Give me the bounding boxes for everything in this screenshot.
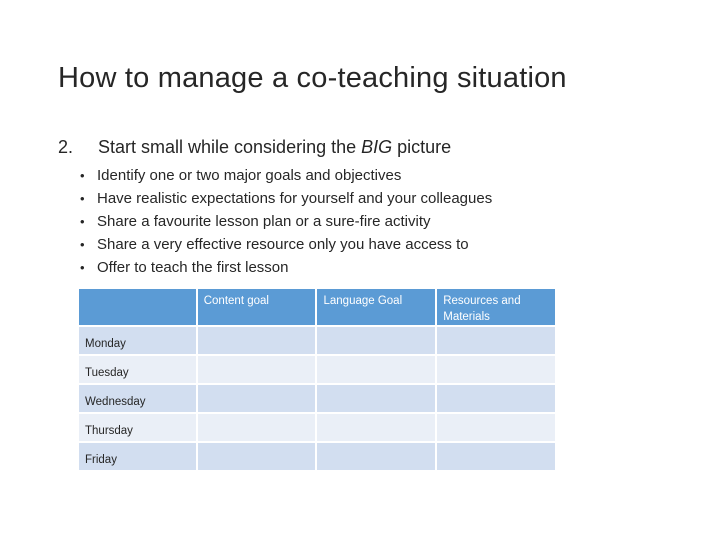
weekly-planner-table bbox=[77, 287, 557, 472]
point-text-after: picture bbox=[392, 137, 452, 157]
bullet-item bbox=[80, 164, 492, 187]
header-corner-cell bbox=[79, 289, 196, 325]
bullet-text: Share a favourite lesson plan or a sure-fire activity bbox=[97, 213, 431, 230]
table-row bbox=[79, 356, 555, 383]
bullet-text: Share a very effective resource only you have access to bbox=[97, 236, 469, 253]
table-row bbox=[79, 414, 555, 441]
bullet-item bbox=[80, 187, 492, 210]
table-cell[interactable] bbox=[437, 327, 555, 354]
table-row bbox=[79, 443, 555, 470]
header-content-goal: Content goal bbox=[198, 289, 316, 325]
point-heading bbox=[58, 137, 451, 158]
table-cell[interactable] bbox=[198, 414, 316, 441]
bullet-dot-icon: • bbox=[80, 214, 85, 229]
bullet-dot-icon: • bbox=[80, 191, 85, 206]
bullet-list bbox=[80, 164, 492, 279]
table-header-row bbox=[79, 289, 555, 325]
table-cell[interactable] bbox=[198, 327, 316, 354]
point-number: 2. bbox=[58, 137, 74, 157]
bullet-text: Have realistic expectations for yourself and your colleagues bbox=[97, 190, 493, 207]
point-text-before: Start small while considering the bbox=[98, 137, 362, 157]
point-text-emphasis: BIG bbox=[361, 137, 393, 157]
table-cell[interactable] bbox=[317, 385, 435, 412]
day-label-thursday: Thursday bbox=[79, 414, 196, 441]
bullet-item bbox=[80, 233, 492, 256]
table-cell[interactable] bbox=[317, 414, 435, 441]
bullet-item bbox=[80, 210, 492, 233]
table-cell[interactable] bbox=[198, 443, 316, 470]
table-cell[interactable] bbox=[198, 356, 316, 383]
header-language-goal: Language Goal bbox=[317, 289, 435, 325]
day-label-monday: Monday bbox=[79, 327, 196, 354]
day-label-friday: Friday bbox=[79, 443, 196, 470]
day-label-wednesday: Wednesday bbox=[79, 385, 196, 412]
table-cell[interactable] bbox=[317, 327, 435, 354]
table-row bbox=[79, 385, 555, 412]
table-cell[interactable] bbox=[317, 356, 435, 383]
table-cell[interactable] bbox=[437, 356, 555, 383]
table-cell[interactable] bbox=[437, 385, 555, 412]
header-resources-materials: Resources and Materials bbox=[437, 289, 555, 325]
table-cell[interactable] bbox=[437, 414, 555, 441]
bullet-text: Offer to teach the first lesson bbox=[97, 259, 289, 276]
day-label-tuesday: Tuesday bbox=[79, 356, 196, 383]
slide-title: How to manage a co-teaching situation bbox=[58, 62, 567, 94]
bullet-dot-icon: • bbox=[80, 237, 85, 252]
bullet-dot-icon: • bbox=[80, 168, 85, 183]
bullet-item bbox=[80, 256, 492, 279]
table-row bbox=[79, 327, 555, 354]
table-cell[interactable] bbox=[317, 443, 435, 470]
bullet-text: Identify one or two major goals and objectives bbox=[97, 167, 402, 184]
table-cell[interactable] bbox=[198, 385, 316, 412]
table-cell[interactable] bbox=[437, 443, 555, 470]
bullet-dot-icon: • bbox=[80, 260, 85, 275]
